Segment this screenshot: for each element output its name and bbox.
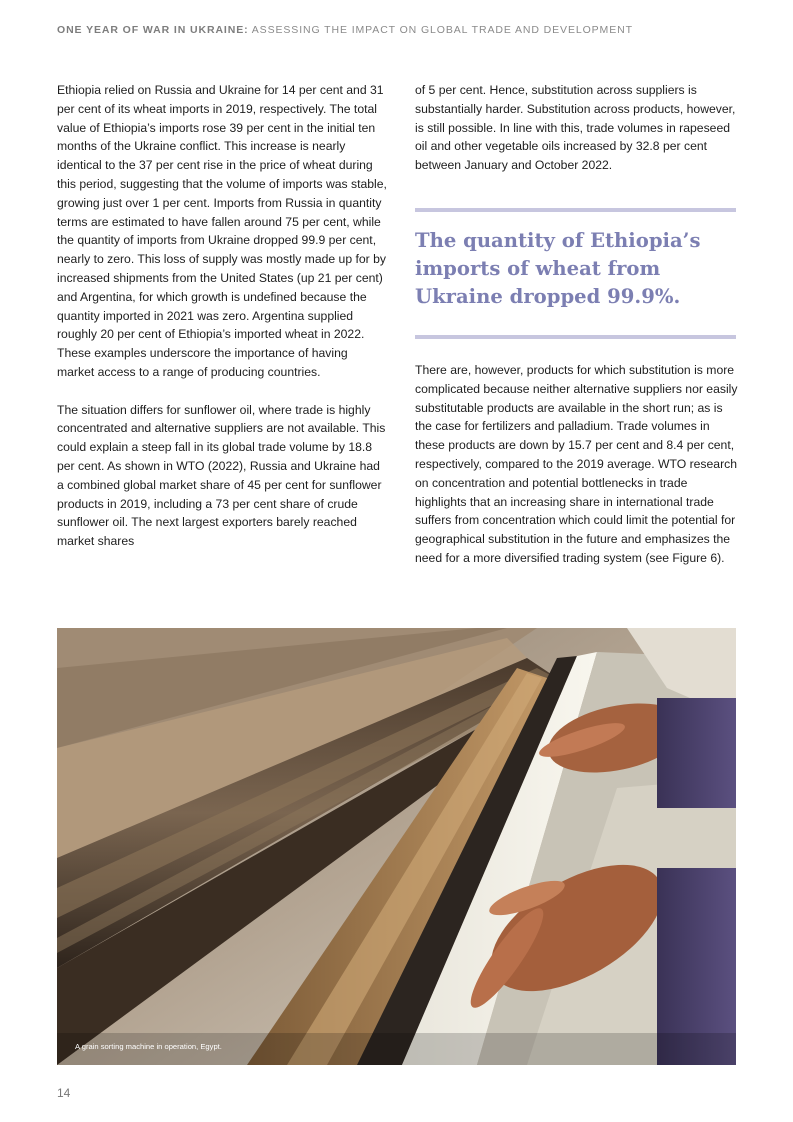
right-column-top <box>415 81 738 175</box>
photo-caption: A grain sorting machine in operation, Egypt. <box>75 1042 222 1051</box>
body-paragraph: The situation differs for sunflower oil, where trade is highly concentrated and alternative suppliers are not available. This could explain a steep fall in its global trade volume by 18.8 per cent. As shown in WTO (2022), Russia and Ukraine had a combined global market share of 45 per cent for sunflower products in 2019, including a 73 per cent share of crude sunflower oil. The next largest exporters barely reached market shares <box>57 402 386 549</box>
running-header <box>57 24 757 36</box>
photo-illustration <box>57 628 736 1065</box>
running-header-title-rest: ASSESSING THE IMPACT ON GLOBAL TRADE AND DEVELOPMENT <box>248 24 633 36</box>
right-column-bottom <box>415 361 738 568</box>
page-number: 14 <box>57 1086 71 1100</box>
left-column <box>57 81 387 551</box>
body-paragraph: There are, however, products for which substitution is more complicated because neither alternative suppliers nor easily substitutable products are available in the short run; as is the case for fertilizers and palladium. Trade volumes in these products are down by 15.7 per cent and 8.4 per cent, respectively, compared to the 2019 average. WTO research on concentration and potential bottlenecks in trade highlights that an increasing share in international trade suffers from concentration which could limit the potential for geographical substitution in the future and emphasizes the need for a more diversified trading system (see Figure 6). <box>415 363 738 565</box>
grain-sorting-photo <box>57 628 736 1065</box>
pull-quote-text: The quantity of Ethiopia’s imports of wheat from Ukraine dropped 99.9%. <box>415 229 701 308</box>
pull-quote <box>415 208 736 339</box>
body-paragraph: of 5 per cent. Hence, substitution across suppliers is substantially harder. Substitution across products, however, is still possible. In line with this, trade volumes in rapeseed oil and other vegetable oils increased by 32.8 per cent between January and October 2022. <box>415 83 736 173</box>
running-header-title-bold: ONE YEAR OF WAR IN UKRAINE: <box>57 24 249 36</box>
body-paragraph: Ethiopia relied on Russia and Ukraine for 14 per cent and 31 per cent of its wheat imports in 2019, respectively. The total value of Ethiopia’s imports rose 39 per cent in the initial ten months of the Ukraine conflict. This increase is nearly identical to the 37 per cent rise in the price of wheat during this period, suggesting that the volume of imports was stable, growing just over 1 per cent. Imports from Russia in quantity terms are estimated to have fallen around 75 per cent, while the quantity of imports from Ukraine dropped 99.9 per cent, nearly to zero. This loss of supply was mostly made up for by increased shipments from the United States (up 21 per cent) and Argentina, for which growth is undefined because the quantity imported in 2021 was zero. Argentina supplied roughly 20 per cent of Ethiopia’s imported wheat in 2022. These examples underscore the importance of having market access to a range of producing countries. <box>57 83 387 379</box>
